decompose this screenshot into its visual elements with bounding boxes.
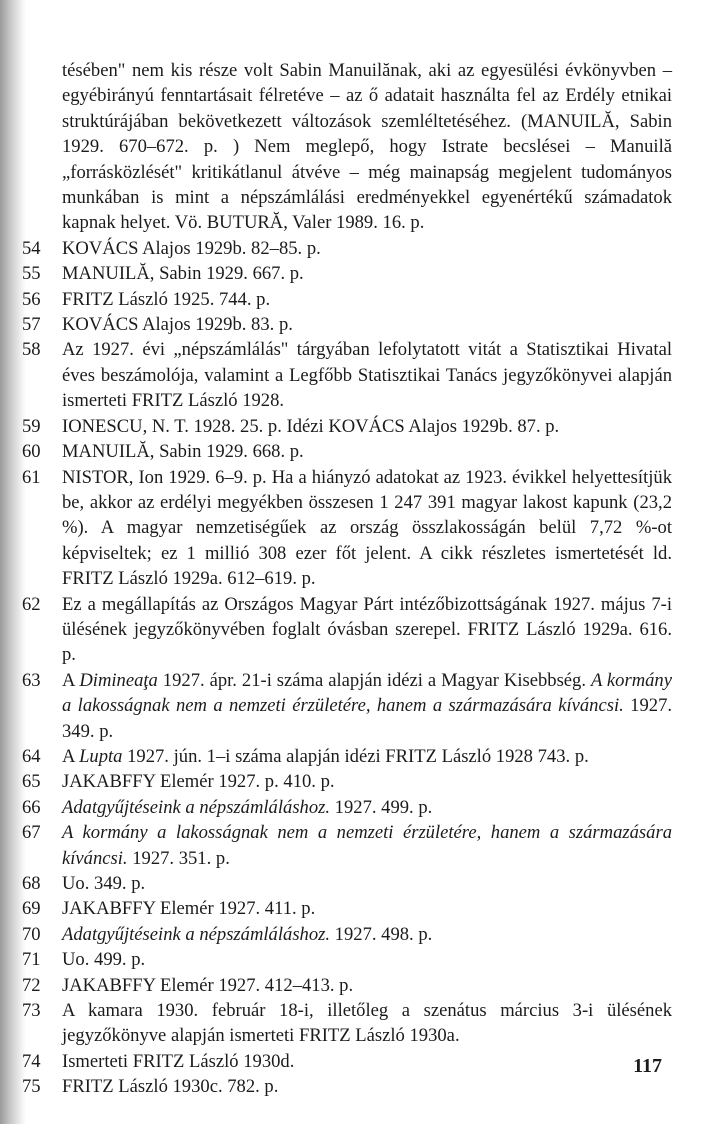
footnote-text-part: 1927. 349. p. — [62, 695, 673, 742]
footnote-item — [22, 1049, 672, 1074]
footnote-text-part: Uo. 499. p. — [62, 949, 146, 971]
footnote-number: 68 — [22, 873, 41, 894]
footnote-item — [22, 287, 672, 312]
footnote-number: 70 — [22, 923, 41, 945]
footnote-text — [62, 973, 672, 998]
footnote-text-part: KOVÁCS Alajos 1929b. 82–85. p. — [62, 237, 321, 259]
footnote-number: 71 — [22, 949, 41, 971]
footnote-item — [22, 973, 672, 998]
footnote-text-part: 1927. jún. 1–i száma alapján idézi FRITZ László 1928 743. p. — [122, 745, 589, 767]
footnote-text — [62, 998, 672, 1049]
footnote-item — [22, 439, 672, 464]
footnote-text — [62, 287, 672, 312]
footnote-text-part: A kamara 1930. február 18-i, illetőleg a szenátus március 3-i ülésének jegyzőkönyve alapján ismerteti FRITZ László 1930a. — [62, 1000, 672, 1047]
footnote-text — [62, 465, 672, 592]
footnote-text-part: Uo. 349. p. — [62, 873, 146, 894]
footnote-item — [22, 744, 672, 769]
page-number: 117 — [633, 1055, 662, 1077]
footnote-number: 59 — [22, 415, 41, 437]
footnote-text-part: Ez a megállapítás az Országos Magyar Párt intézőbizottságának 1927. május 7-i ülésének jegyzőkönyvében foglalt óvásban szerepel. FRITZ László 1929a. 616. p. — [62, 593, 672, 666]
footnote-number: 65 — [22, 771, 41, 793]
footnote-text-part: 1927. 499. p. — [330, 796, 433, 818]
footnote-italic-text: A kormány a lakosságnak nem a nemzeti érzületére, hanem a származására kíváncsi. — [62, 669, 672, 717]
footnote-text-part: NISTOR, Ion 1929. 6–9. p. Ha a hiányzó adatokat az 1923. évikkel helyettesítjük be, akkor az erdélyi megyékben összesen 1 247 391 magyar lakost kapunk (23,2 %). A magyar nemzetiségűek az ország összlakosságán belül 7,72 %-ot képviseltek; ez 1 millió 308 ezer főt jelent. A cikk részletes ismertetését ld. FRITZ László 1929a. 612–619. p. — [62, 466, 672, 590]
footnote-text-part: Ismerteti FRITZ László 1930d. — [62, 1050, 295, 1072]
footnote-item — [22, 947, 672, 972]
footnotes-page — [22, 58, 672, 1100]
footnote-item — [22, 896, 672, 921]
footnote-item — [22, 769, 672, 794]
footnote-text — [62, 261, 672, 286]
footnote-item — [22, 871, 672, 896]
footnote-item — [22, 998, 672, 1049]
footnote-text — [62, 896, 672, 921]
footnote-text — [62, 439, 672, 464]
footnote-text-part: KOVÁCS Alajos 1929b. 83. p. — [62, 314, 293, 336]
footnote-item — [22, 261, 672, 286]
footnote-text-part: JAKABFFY Elemér 1927. 411. p. — [62, 898, 316, 920]
footnote-text-part: JAKABFFY Elemér 1927. p. 410. p. — [62, 771, 335, 793]
footnote-number: 57 — [22, 314, 41, 336]
footnote-text — [62, 414, 672, 439]
footnote-text — [62, 744, 672, 769]
footnote-item — [22, 668, 672, 744]
footnote-text-part: A — [62, 745, 80, 767]
footnote-number: 58 — [22, 339, 41, 361]
footnote-item — [22, 236, 672, 261]
footnote-item — [22, 1074, 672, 1099]
footnote-number: 75 — [22, 1076, 41, 1098]
footnote-item — [22, 922, 672, 947]
footnote-text — [62, 795, 672, 820]
footnote-text — [62, 1049, 672, 1074]
footnote-text-part: 1927. 498. p. — [330, 923, 433, 945]
footnote-item — [22, 465, 672, 592]
footnote-text — [62, 337, 672, 413]
footnote-number: 60 — [22, 441, 41, 463]
footnote-text-part: Az 1927. évi „népszámlálás" tárgyában lefolytatott vitát a Statisztikai Hivatal éves beszámolója, valamint a Legfőbb Statisztikai Tanács jegyzőkönyvei alapján ismerteti FRITZ László 1928. — [62, 339, 672, 412]
footnote-list — [22, 236, 672, 1100]
footnote-number: 62 — [22, 593, 41, 615]
footnote-number: 67 — [22, 822, 41, 844]
footnote-text — [62, 668, 672, 744]
footnote-number: 55 — [22, 263, 41, 285]
footnote-text-part: JAKABFFY Elemér 1927. 412–413. p. — [62, 974, 354, 996]
footnote-number: 72 — [22, 974, 41, 996]
footnote-text-part: FRITZ László 1925. 744. p. — [62, 288, 271, 310]
footnote-item — [22, 795, 672, 820]
footnote-number: 73 — [22, 1000, 41, 1022]
footnote-number: 63 — [22, 669, 41, 691]
footnote-text-part: A — [62, 669, 80, 691]
footnote-number: 66 — [22, 796, 41, 818]
footnote-text-part: 1927. ápr. 21-i száma alapján idézi a Magyar Kisebbség. — [157, 669, 591, 691]
footnote-item — [22, 820, 672, 871]
footnote-text-part: FRITZ László 1930c. 782. p. — [62, 1076, 279, 1098]
footnote-text — [62, 871, 672, 896]
footnote-text — [62, 592, 672, 668]
footnote-text — [62, 769, 672, 794]
footnote-italic-text: A kormány a lakosságnak nem a nemzeti érzületére, hanem a származására kíváncsi. — [62, 822, 672, 869]
footnote-italic-text: Dimineaţa — [79, 669, 158, 691]
footnote-number: 61 — [22, 466, 41, 488]
footnote-italic-text: Adatgyűjtéseink a népszámláláshoz. — [62, 923, 331, 945]
footnote-item — [22, 337, 672, 413]
footnote-item — [22, 414, 672, 439]
footnote-text-part: MANUILĂ, Sabin 1929. 668. p. — [62, 441, 304, 463]
footnote-number: 74 — [22, 1050, 41, 1072]
footnote-number: 69 — [22, 898, 41, 920]
footnote-italic-text: Lupta — [79, 745, 123, 767]
footnote-number: 56 — [22, 288, 41, 310]
footnote-text-part: MANUILĂ, Sabin 1929. 667. p. — [62, 263, 304, 285]
footnote-text — [62, 312, 672, 337]
footnote-text — [62, 236, 672, 261]
continued-footnote-text: tésében" nem kis része volt Sabin Manuilănak, aki az egyesülési évkönyvben – egyébirányú fenntartásait félretéve – az ő adatait használta fel az Erdély etnikai struktúrájában bekövetkezett változások szemléltetéséhez. (MANUILĂ, Sabin 1929. 670–672. p. ) Nem meglepő, hogy Istrate becslései – Manuilă „forrásközlését" kritikátlanul átvéve – még mainapság megjelent tudományos munkában is mint a népszámlálási eredményekkel egyenértékű számadatok kapnak helyet. Vö. BUTURĂ, Valer 1989. 16. p. — [62, 60, 672, 234]
footnote-text — [62, 1074, 672, 1099]
footnote-text — [62, 922, 672, 947]
footnote-text — [62, 820, 672, 871]
footnote-italic-text: Adatgyűjtéseink a népszámláláshoz. — [62, 796, 331, 818]
footnote-item — [22, 312, 672, 337]
footnote-number: 64 — [22, 745, 41, 767]
footnote-text — [62, 947, 672, 972]
footnote-text-part: 1927. 351. p. — [127, 847, 230, 869]
footnote-item — [22, 592, 672, 668]
footnote-number: 54 — [22, 237, 41, 259]
footnote-text-part: IONESCU, N. T. 1928. 25. p. Idézi KOVÁCS Alajos 1929b. 87. p. — [62, 415, 560, 437]
